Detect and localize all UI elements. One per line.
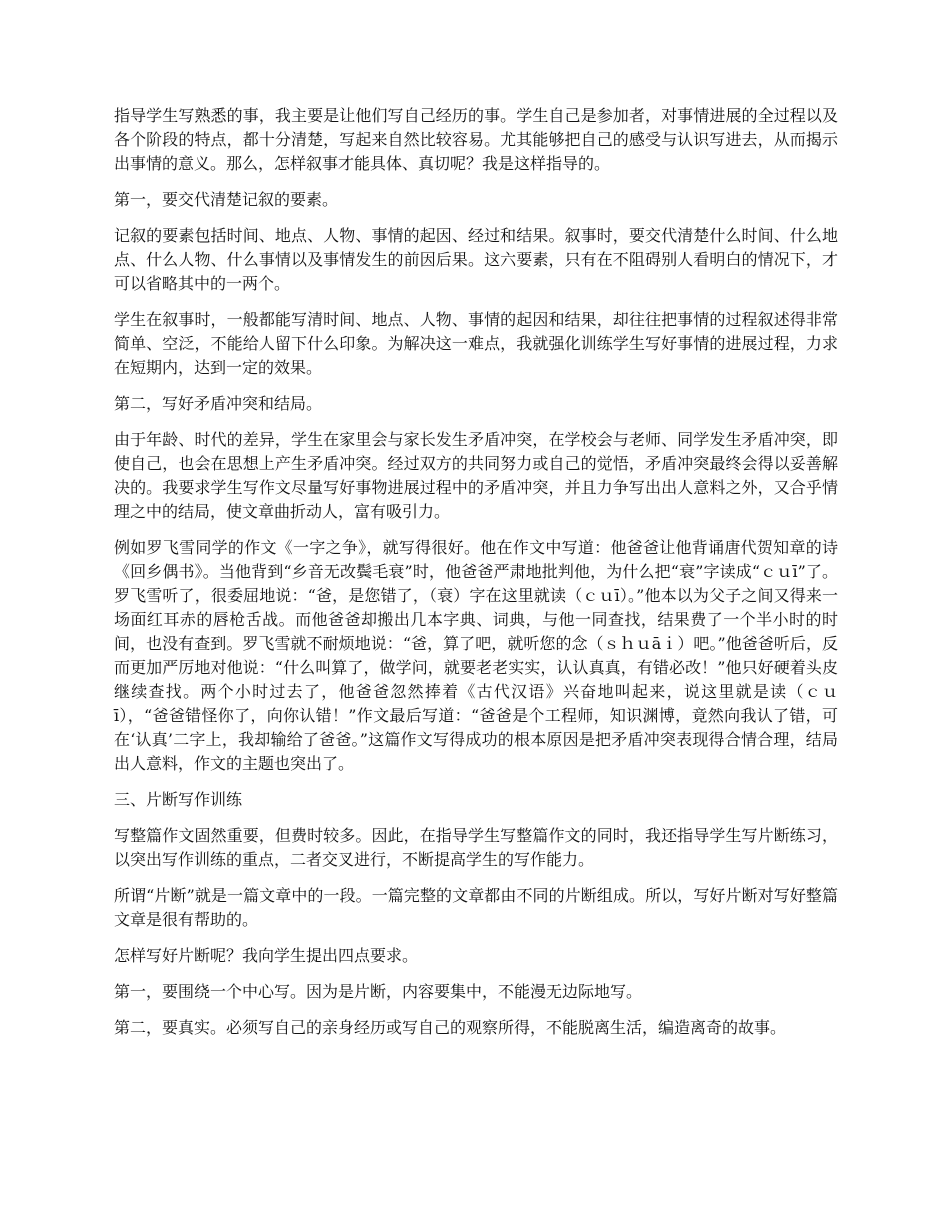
paragraph-fragment-intro: 写整篇作文固然重要，但费时较多。因此，在指导学生写整篇作文的同时，我还指导学生写片断练习，以突出写作训练的重点，二者交叉进行，不断提高学生的写作能力。 — [114, 826, 838, 869]
paragraph-elements: 记叙的要素包括时间、地点、人物、事情的起因、经过和结果。叙事时，要交代清楚什么时间、什么地点、什么人物、什么事情以及事情发生的前因后果。这六要素，只有在不阻碍别人看明白的情况下，才可以省略其中的一两个。 — [114, 226, 838, 293]
paragraph-fragment-requirements: 怎样写好片断呢？我向学生提出四点要求。 — [114, 946, 419, 965]
paragraph-section-three: 三、片断写作训练 — [114, 790, 243, 809]
document-body — [114, 104, 838, 1052]
paragraph-requirement-two: 第二，要真实。必须写自己的亲身经历或写自己的观察所得，不能脱离生活，编造离奇的故事。 — [114, 1018, 787, 1037]
paragraph-intro: 指导学生写熟悉的事，我主要是让他们写自己经历的事。学生自己是参加者，对事情进展的全过程以及各个阶段的特点，都十分清楚，写起来自然比较容易。尤其能够把自己的感受与认识写进去，从而揭示出事情的意义。那么，怎样叙事才能具体、真切呢？我是这样指导的。 — [114, 106, 838, 173]
paragraph-fragment-definition: 所谓“片断”就是一篇文章中的一段。一篇完整的文章都由不同的片断组成。所以，写好片断对写好整篇文章是很有帮助的。 — [114, 886, 838, 929]
paragraph-conflict: 由于年龄、时代的差异，学生在家里会与家长发生矛盾冲突，在学校会与老师、同学发生矛盾冲突，即使自己，也会在思想上产生矛盾冲突。经过双方的共同努力或自己的觉悟，矛盾冲突最终会得以妥善解决的。我要求学生写作文尽量写好事物进展过程中的矛盾冲突，并且力争写出出人意料之外，又合乎情理之中的结局，使文章曲折动人，富有吸引力。 — [114, 430, 838, 521]
paragraph-requirement-one: 第一，要围绕一个中心写。因为是片断，内容要集中，不能漫无边际地写。 — [114, 982, 643, 1001]
paragraph-heading-second: 第二，写好矛盾冲突和结局。 — [114, 394, 323, 413]
paragraph-process: 学生在叙事时，一般都能写清时间、地点、人物、事情的起因和结果，却往往把事情的过程叙述得非常简单、空泛，不能给人留下什么印象。为解决这一难点，我就强化训练学生写好事情的进展过程，力求在短期内，达到一定的效果。 — [114, 310, 838, 377]
paragraph-heading-first: 第一，要交代清楚记叙的要素。 — [114, 190, 339, 209]
paragraph-example: 例如罗飞雪同学的作文《一字之争》，就写得很好。他在作文中写道：他爸爸让他背诵唐代贺知章的诗《回乡偶书》。当他背到“乡音无改鬓毛衰”时，他爸爸严肃地批判他，为什么把“衰”字读成“ｃｕī”了。罗飞雪听了，很委屈地说：“爸，是您错了，（衰）字在这里就读（ｃｕī）。”他本以为父子之间又得来一场面红耳赤的唇枪舌战。而他爸爸却搬出几本字典、词典，与他一同查找，结果费了一个半小时的时间，也没有查到。罗飞雪就不耐烦地说：“爸，算了吧，就听您的念（ｓｈｕāｉ）吧。”他爸爸听后，反而更加严厉地对他说：“什么叫算了，做学问，就要老老实实，认认真真，有错必改！”他只好硬着头皮继续查找。两个小时过去了，他爸爸忽然捧着《古代汉语》兴奋地叫起来，说这里就是读（ｃｕī），“爸爸错怪你了，向你认错！”作文最后写道：“爸爸是个工程师，知识渊博，竟然向我认了错，可在‘认真’二字上，我却输给了爸爸。”这篇作文写得成功的根本原因是把矛盾冲突表现得合情合理，结局出人意料，作文的主题也突出了。 — [114, 538, 838, 773]
